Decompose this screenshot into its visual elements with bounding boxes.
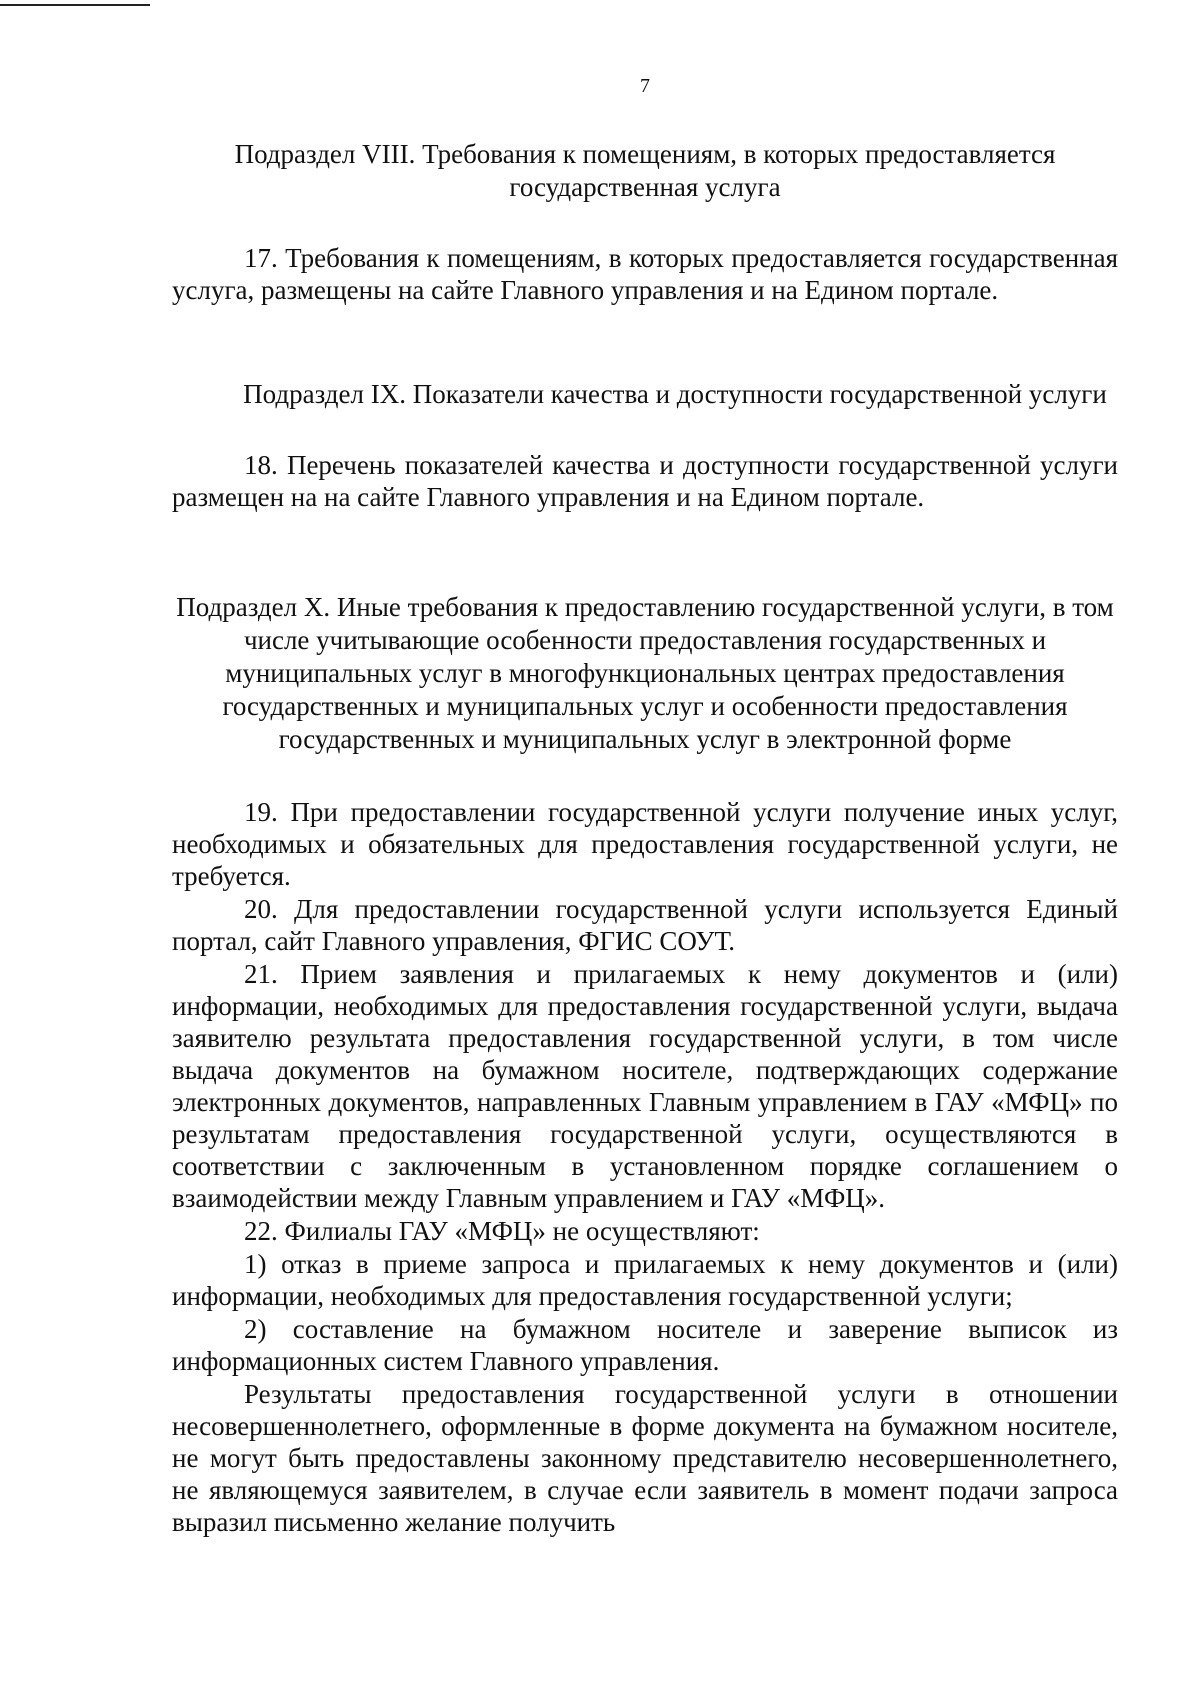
paragraph-22: 22. Филиалы ГАУ «МФЦ» не осуществляют: bbox=[244, 1216, 760, 1246]
list-item-2: 2) составление на бумажном носителе и заверение выписок из информационных систем Главного управления. bbox=[172, 1314, 1118, 1376]
document-body bbox=[172, 138, 1118, 1538]
paragraph-19: 19. При предоставлении государственной услуги получение иных услуг, необходимых и обязательных для предоставления государственной услуги, не требуется. bbox=[172, 797, 1118, 891]
paragraph-results: Результаты предоставления государственной услуги в отношении несовершеннолетнего, оформленные в форме документа на бумажном носителе, не могут быть предоставлены законному представителю несовершеннолетнего, не являющемуся заявителем, в случае если заявитель в момент подачи запроса выразил письменно желание получить bbox=[172, 1379, 1118, 1537]
section-heading-8: Подраздел VIII. Требования к помещениям, в которых предоставляется государственная услуга bbox=[234, 139, 1056, 202]
paragraph-20: 20. Для предоставлении государственной услуги используется Единый портал, сайт Главного управления, ФГИС СОУТ. bbox=[172, 894, 1118, 956]
paragraph-21: 21. Прием заявления и прилагаемых к нему документов и (или) информации, необходимых для предоставления государственной услуги, выдача заявителю результата предоставления государственной услуги, в том числе выдача документов на бумажном носителе, подтверждающих содержание электронных документов, направленных Главным управлением в ГАУ «МФЦ» по результатам предоставления государственной услуги, осуществляются в соответствии с заключенным в установленном порядке соглашением о взаимодействии между Главным управлением и ГАУ «МФЦ». bbox=[172, 959, 1118, 1213]
paragraph-18: 18. Перечень показателей качества и доступности государственной услуги размещен на на сайте Главного управления и на Едином портале. bbox=[172, 450, 1118, 512]
page-number: 7 bbox=[640, 75, 650, 97]
top-edge-rule bbox=[0, 4, 150, 6]
section-heading-10: Подраздел X. Иные требования к предоставлению государственной услуги, в том числе учитывающие особенности предоставления государственных и муниципальных услуг в многофункциональных центрах предоставления государственных и муниципальных услуг и особенности предоставления государственных и муниципальных услуг в электронной форме bbox=[176, 592, 1114, 754]
section-heading-9: Подраздел IX. Показатели качества и доступности государственной услуги bbox=[243, 379, 1107, 409]
list-item-1: 1) отказ в приеме запроса и прилагаемых к нему документов и (или) информации, необходимых для предоставления государственной услуги; bbox=[172, 1249, 1118, 1311]
paragraph-17: 17. Требования к помещениям, в которых предоставляется государственная услуга, размещены на сайте Главного управления и на Едином портале. bbox=[172, 243, 1118, 305]
